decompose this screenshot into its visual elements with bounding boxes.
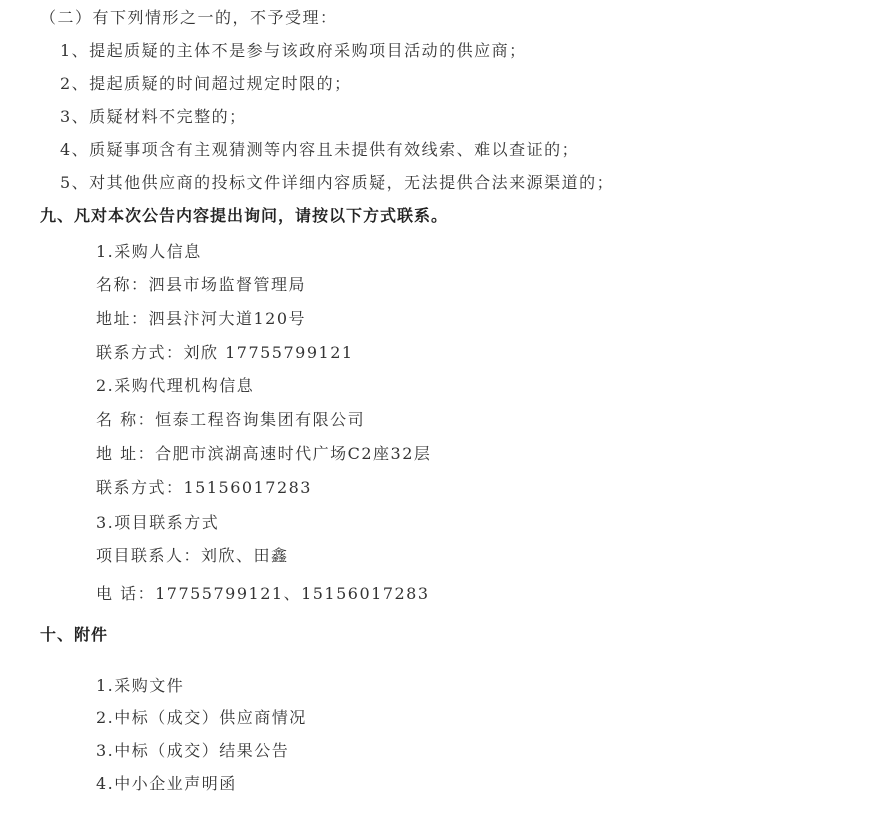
purchaser-heading: 1.采购人信息: [96, 242, 202, 261]
attachment-item-2: 2.中标（成交）供应商情况: [96, 708, 307, 727]
section-9-title: 九、凡对本次公告内容提出询问，请按以下方式联系。: [40, 206, 449, 225]
agency-name: 名 称：恒泰工程咨询集团有限公司: [96, 410, 366, 429]
attachment-item-4: 4.中小企业声明函: [96, 774, 237, 793]
purchaser-address: 地址：泗县汴河大道120号: [96, 309, 307, 328]
agency-heading: 2.采购代理机构信息: [96, 376, 255, 395]
attachment-item-1: 1.采购文件: [96, 676, 185, 695]
purchaser-name: 名称：泗县市场监督管理局: [96, 275, 307, 294]
rejection-item-3: 3、质疑材料不完整的；: [60, 107, 247, 126]
attachment-item-3: 3.中标（成交）结果公告: [96, 741, 290, 760]
section-10-title: 十、附件: [40, 625, 109, 644]
project-contact-person: 项目联系人：刘欣、田鑫: [96, 546, 289, 565]
project-contact-heading: 3.项目联系方式: [96, 513, 220, 532]
rejection-item-1: 1、提起质疑的主体不是参与该政府采购项目活动的供应商；: [60, 41, 527, 60]
project-contact-phone: 电 话：17755799121、15156017283: [96, 584, 430, 603]
rejection-item-5: 5、对其他供应商的投标文件详细内容质疑，无法提供合法来源渠道的；: [60, 173, 615, 192]
sub-section-title: （二）有下列情形之一的，不予受理：: [40, 8, 338, 27]
purchaser-contact: 联系方式：刘欣 17755799121: [96, 343, 354, 362]
agency-address: 地 址：合肥市滨湖高速时代广场C2座32层: [96, 444, 432, 463]
agency-contact: 联系方式：15156017283: [96, 478, 312, 497]
rejection-item-4: 4、质疑事项含有主观猜测等内容且未提供有效线索、难以查证的；: [60, 140, 580, 159]
rejection-item-2: 2、提起质疑的时间超过规定时限的；: [60, 74, 352, 93]
